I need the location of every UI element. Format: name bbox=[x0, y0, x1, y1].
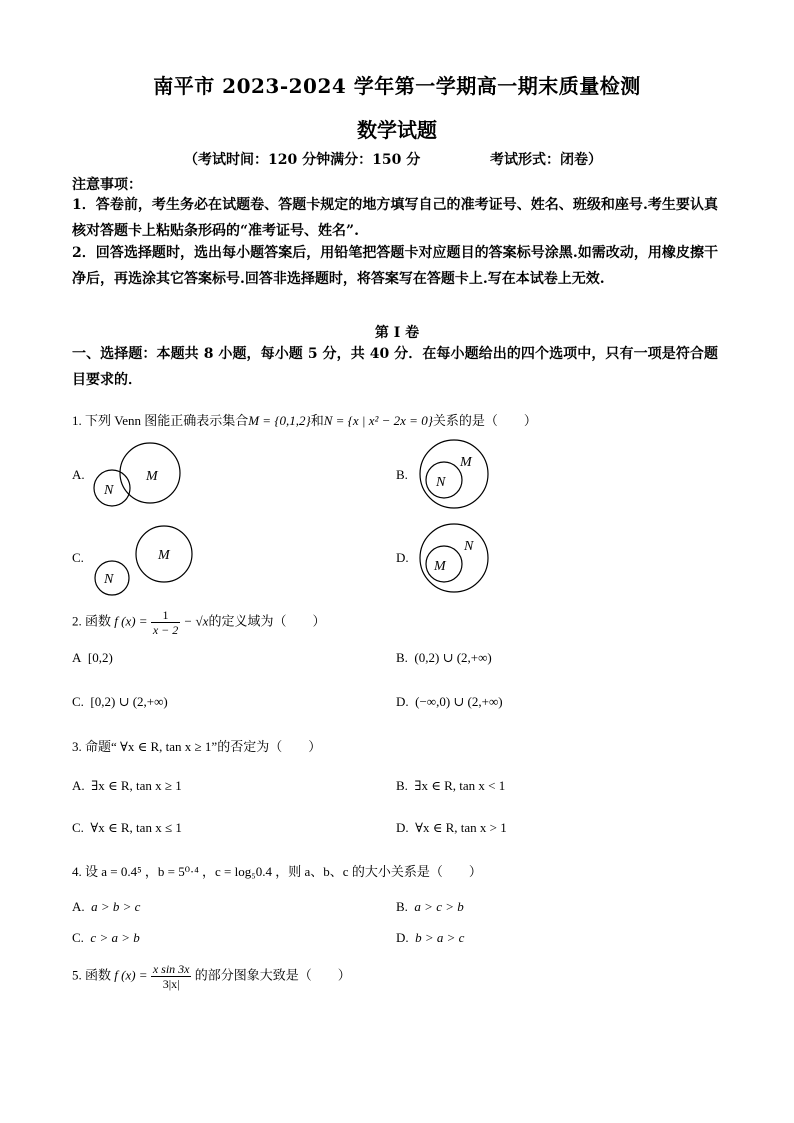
q2-option-b-text: (0,2) ∪ (2,+∞) bbox=[414, 650, 492, 665]
q1-venn-b bbox=[412, 436, 502, 512]
q4-option-d-label: D. bbox=[396, 930, 409, 945]
q3-option-c-text: ∀x ∈ R, tan x ≤ 1 bbox=[90, 820, 182, 835]
q1-prefix: 1. 下列 Venn 图能正确表示集合 bbox=[72, 413, 249, 428]
q2-suffix: 的定义域为（ ） bbox=[208, 613, 326, 629]
q1-venn-d bbox=[412, 518, 502, 598]
q5-prefix: 5. 函数 bbox=[72, 967, 112, 983]
question-1 bbox=[72, 410, 537, 429]
q4-option-c-label: C. bbox=[72, 930, 84, 945]
section-heading: 第 I 卷 bbox=[374, 325, 420, 341]
venn-label-m: M bbox=[158, 548, 170, 563]
q2-option-c-text: [0,2) ∪ (2,+∞) bbox=[90, 694, 168, 709]
q4-option-b-text: a > c > b bbox=[414, 899, 464, 914]
q1-and: 和 bbox=[310, 413, 324, 428]
notice-heading: 注意事项： bbox=[72, 177, 142, 193]
q1-option-d-label: D. bbox=[396, 550, 409, 565]
q2-frac-num: 1 bbox=[151, 608, 180, 623]
q3-option-b-label: B. bbox=[396, 778, 408, 793]
q3-option-d bbox=[396, 820, 507, 836]
q1-set-m: M = {0,1,2} bbox=[248, 413, 311, 428]
q2-option-d-text: (−∞,0) ∪ (2,+∞) bbox=[415, 694, 503, 709]
q2-option-c bbox=[72, 694, 168, 710]
venn-circle-n bbox=[420, 524, 488, 592]
q2-prefix: 2. 函数 bbox=[72, 613, 112, 629]
notice-item-1: 1．答卷前，考生务必在试题卷、答题卡规定的地方填写自己的准考证号、姓名、班级和座号.考生要认真核对答题卡上粘贴条形码的“准考证号、姓名”. bbox=[72, 197, 718, 239]
q2-tail: − √x bbox=[183, 613, 209, 629]
q1-venn-a bbox=[88, 440, 198, 510]
q4-option-b-label: B. bbox=[396, 899, 408, 914]
q4-option-d-text: b > a > c bbox=[415, 930, 465, 945]
q2-option-d-label: D. bbox=[396, 694, 409, 709]
q3-option-d-text: ∀x ∈ R, tan x > 1 bbox=[415, 820, 507, 835]
q2-option-a bbox=[72, 650, 113, 666]
venn-label-m: M bbox=[434, 559, 446, 574]
venn-label-m: M bbox=[146, 469, 158, 484]
notice-item-2: 2．回答选择题时，选出每小题答案后，用铅笔把答题卡对应题目的答案标号涂黑.如需改动，用橡皮擦干净后，再选涂其它答案标号.回答非选择题时，将答案写在答题卡上.写在本试卷上无效. bbox=[72, 245, 718, 287]
question-4: 4. 设 a = 0.4⁵ ，b = 5⁰·⁴ ，c = log₅0.4 ，则 a、b、c 的大小关系是（ ） bbox=[72, 864, 482, 879]
venn-label-n: N bbox=[436, 475, 446, 490]
section-intro: 一、选择题：本题共 8 小题，每小题 5 分，共 40 分．在每小题给出的四个选项中，只有一项是符合题目要求的． bbox=[72, 346, 718, 388]
venn-circle-m bbox=[420, 440, 488, 508]
page-title: 南平市 2023-2024 学年第一学期高一期末质量检测 bbox=[153, 74, 641, 98]
q4-option-a bbox=[72, 899, 140, 915]
q3-option-b bbox=[396, 778, 505, 794]
q4-option-a-text: a > b > c bbox=[91, 899, 141, 914]
q3-option-a-text: ∃x ∈ R, tan x ≥ 1 bbox=[91, 778, 182, 793]
venn-label-m: M bbox=[460, 455, 472, 470]
q2-func: f (x) = bbox=[114, 613, 148, 629]
q4-option-c-text: c > a > b bbox=[90, 930, 140, 945]
q5-func: f (x) = bbox=[114, 967, 148, 983]
q2-option-a-text: [0,2) bbox=[87, 650, 113, 665]
q2-option-b bbox=[396, 650, 492, 666]
q5-frac-den: 3|x| bbox=[162, 977, 180, 991]
question-3: 3. 命题“ ∀x ∈ R, tan x ≥ 1”的否定为（ ） bbox=[72, 739, 322, 754]
q3-option-a bbox=[72, 778, 182, 794]
q2-option-c-label: C. bbox=[72, 694, 84, 709]
page-subtitle: 数学试题 bbox=[357, 118, 437, 142]
q3-option-c-label: C. bbox=[72, 820, 84, 835]
q1-option-c-label: C. bbox=[72, 550, 84, 565]
q1-venn-c bbox=[88, 520, 198, 596]
exam-info: （考试时间：120 分钟满分：150 分 bbox=[184, 152, 421, 168]
q3-option-c bbox=[72, 820, 182, 836]
q2-option-b-label: B. bbox=[396, 650, 408, 665]
q2-frac-den: x − 2 bbox=[152, 623, 179, 637]
q1-set-n: N = {x | x² − 2x = 0} bbox=[323, 413, 433, 428]
q1-option-b-label: B. bbox=[396, 467, 408, 482]
venn-label-n: N bbox=[104, 572, 114, 587]
q4-option-d bbox=[396, 930, 464, 946]
q5-suffix: 的部分图象大致是（ ） bbox=[194, 967, 351, 983]
question-5 bbox=[72, 962, 351, 991]
q2-fraction bbox=[151, 608, 180, 637]
q1-option-a-label: A. bbox=[72, 467, 85, 482]
q3-option-a-label: A. bbox=[72, 778, 85, 793]
q1-suffix: 关系的是（ ） bbox=[432, 413, 537, 428]
q4-option-c bbox=[72, 930, 140, 946]
venn-label-n: N bbox=[104, 483, 114, 498]
question-2 bbox=[72, 608, 325, 637]
q4-option-b bbox=[396, 899, 464, 915]
q4-option-a-label: A. bbox=[72, 899, 85, 914]
q3-option-d-label: D. bbox=[396, 820, 409, 835]
q5-fraction bbox=[151, 962, 192, 991]
q2-option-a-label: A bbox=[72, 650, 82, 665]
q3-option-b-text: ∃x ∈ R, tan x < 1 bbox=[414, 778, 506, 793]
exam-form: 考试形式：闭卷） bbox=[490, 152, 602, 168]
q5-frac-num: x sin 3x bbox=[152, 962, 190, 976]
q2-option-d bbox=[396, 694, 503, 710]
venn-label-n: N bbox=[464, 539, 474, 554]
